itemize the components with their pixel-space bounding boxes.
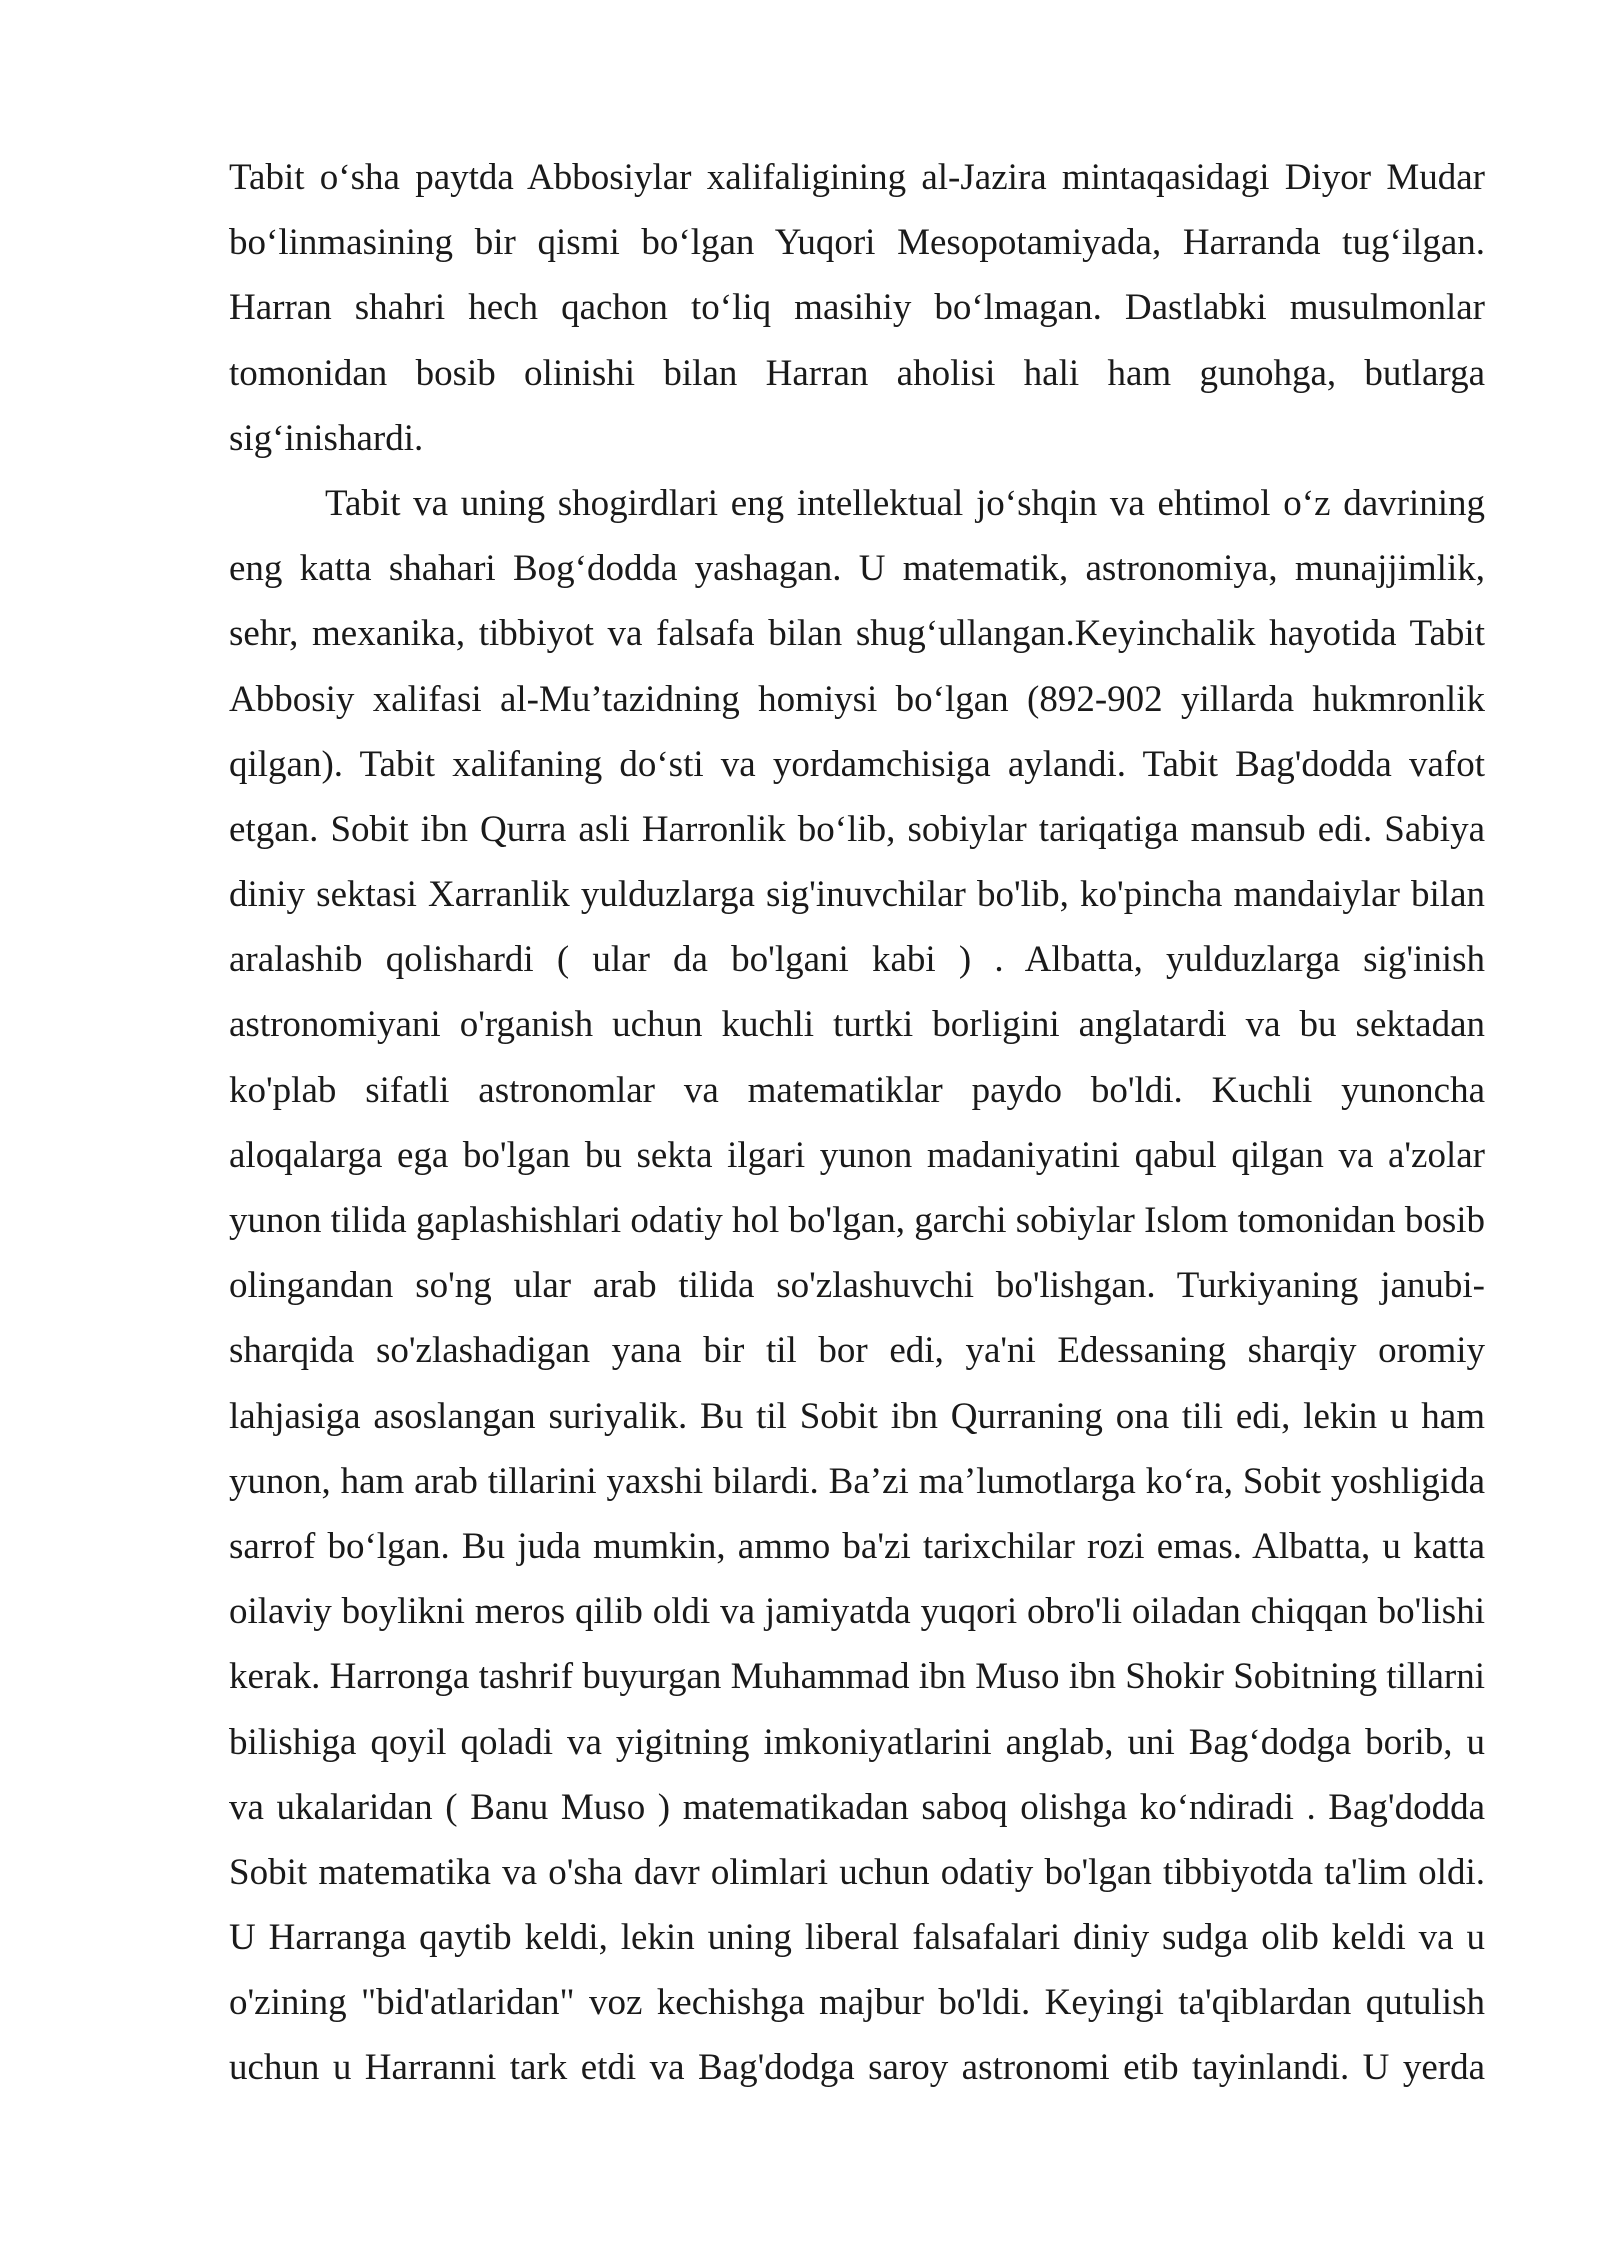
text-line: yunon, ham arab tillarini yaxshi bilardi. Ba’zi ma’lumotlarga ko‘ra, Sobit yoshligida [229, 1460, 1485, 1502]
text-line: etgan. Sobit ibn Qurra asli Harronlik bo‘lib, sobiylar tariqatiga mansub edi. Sabiya [229, 808, 1485, 850]
text-line: U Harranga qaytib keldi, lekin uning liberal falsafalari diniy sudga olib keldi va u [229, 1917, 1485, 1959]
text-line: olingandan so'ng ular arab tilida so'zlashuvchi bo'lishgan. Turkiyaning janubi- [229, 1265, 1485, 1307]
text-line: va ukalaridan ( Banu Muso ) matematikadan saboq olishga ko‘ndiradi . Bag'dodda [229, 1786, 1485, 1828]
body-text [229, 145, 1485, 2101]
text-line: Tabit va uning shogirdlari eng intellektual jo‘shqin va ehtimol o‘z davrining [325, 482, 1485, 524]
text-line: aloqalarga ega bo'lgan bu sekta ilgari yunon madaniyatini qabul qilgan va a'zolar [229, 1134, 1485, 1176]
text-line: ko'plab sifatli astronomlar va matematiklar paydo bo'ldi. Kuchli yunoncha [229, 1069, 1485, 1111]
text-line: tomonidan bosib olinishi bilan Harran aholisi hali ham gunohga, butlarga [229, 352, 1485, 394]
text-line: o'zining "bid'atlaridan" voz kechishga majbur bo'ldi. Keyingi ta'qiblardan qutulish [229, 1982, 1485, 2024]
text-line: yunon tilida gaplashishlari odatiy hol bo'lgan, garchi sobiylar Islom tomonidan bosib [229, 1200, 1485, 1241]
text-line: Sobit matematika va o'sha davr olimlari uchun odatiy bo'lgan tibbiyotda ta'lim oldi. [229, 1851, 1485, 1893]
text-line: astronomiyani o'rganish uchun kuchli turtki borligini anglatardi va bu sektadan [229, 1004, 1485, 1046]
paragraph-2 [229, 471, 1485, 2101]
text-line: sig‘inishardi. [229, 417, 424, 459]
text-line: aralashib qolishardi ( ular da bo'lgani kabi ) . Albatta, yulduzlarga sig'inish [229, 939, 1485, 981]
text-line: eng katta shahari Bog‘dodda yashagan. U matematik, astronomiya, munajjimlik, [229, 548, 1485, 590]
text-line: sehr, mexanika, tibbiyot va falsafa bilan shug‘ullangan.Keyinchalik hayotida Tabit [229, 613, 1485, 655]
text-line: sarrof bo‘lgan. Bu juda mumkin, ammo ba'zi tarixchilar rozi emas. Albatta, u katta [229, 1525, 1485, 1567]
text-line: kerak. Harronga tashrif buyurgan Muhammad ibn Muso ibn Shokir Sobitning tillarni [229, 1656, 1485, 1698]
text-line: qilgan). Tabit xalifaning do‘sti va yordamchisiga aylandi. Tabit Bag'dodda vafot [229, 743, 1485, 785]
paragraph-1 [229, 145, 1485, 471]
text-line: Harran shahri hech qachon to‘liq masihiy bo‘lmagan. Dastlabki musulmonlar [229, 287, 1485, 329]
text-line: sharqida so'zlashadigan yana bir til bor edi, ya'ni Edessaning sharqiy oromiy [229, 1330, 1485, 1372]
text-line: bo‘linmasining bir qismi bo‘lgan Yuqori Mesopotamiyada, Harranda tug‘ilgan. [229, 222, 1485, 264]
text-line: oilaviy boylikni meros qilib oldi va jamiyatda yuqori obro'li oiladan chiqqan bo'lishi [229, 1591, 1485, 1633]
text-line: lahjasiga asoslangan suriyalik. Bu til Sobit ibn Qurraning ona tili edi, lekin u ham [229, 1395, 1485, 1437]
text-line: uchun u Harranni tark etdi va Bag'dodga saroy astronomi etib tayinlandi. U yerda [229, 2047, 1485, 2089]
text-line: diniy sektasi Xarranlik yulduzlarga sig'inuvchilar bo'lib, ko'pincha mandaiylar bilan [229, 874, 1485, 916]
text-line: bilishiga qoyil qoladi va yigitning imkoniyatlarini anglab, uni Bag‘dodga borib, u [229, 1721, 1485, 1763]
text-line: Abbosiy xalifasi al-Mu’tazidning homiysi bo‘lgan (892-902 yillarda hukmronlik [229, 678, 1485, 720]
text-line: Tabit o‘sha paytda Abbosiylar xalifaligining al-Jazira mintaqasidagi Diyor Mudar [229, 157, 1485, 198]
